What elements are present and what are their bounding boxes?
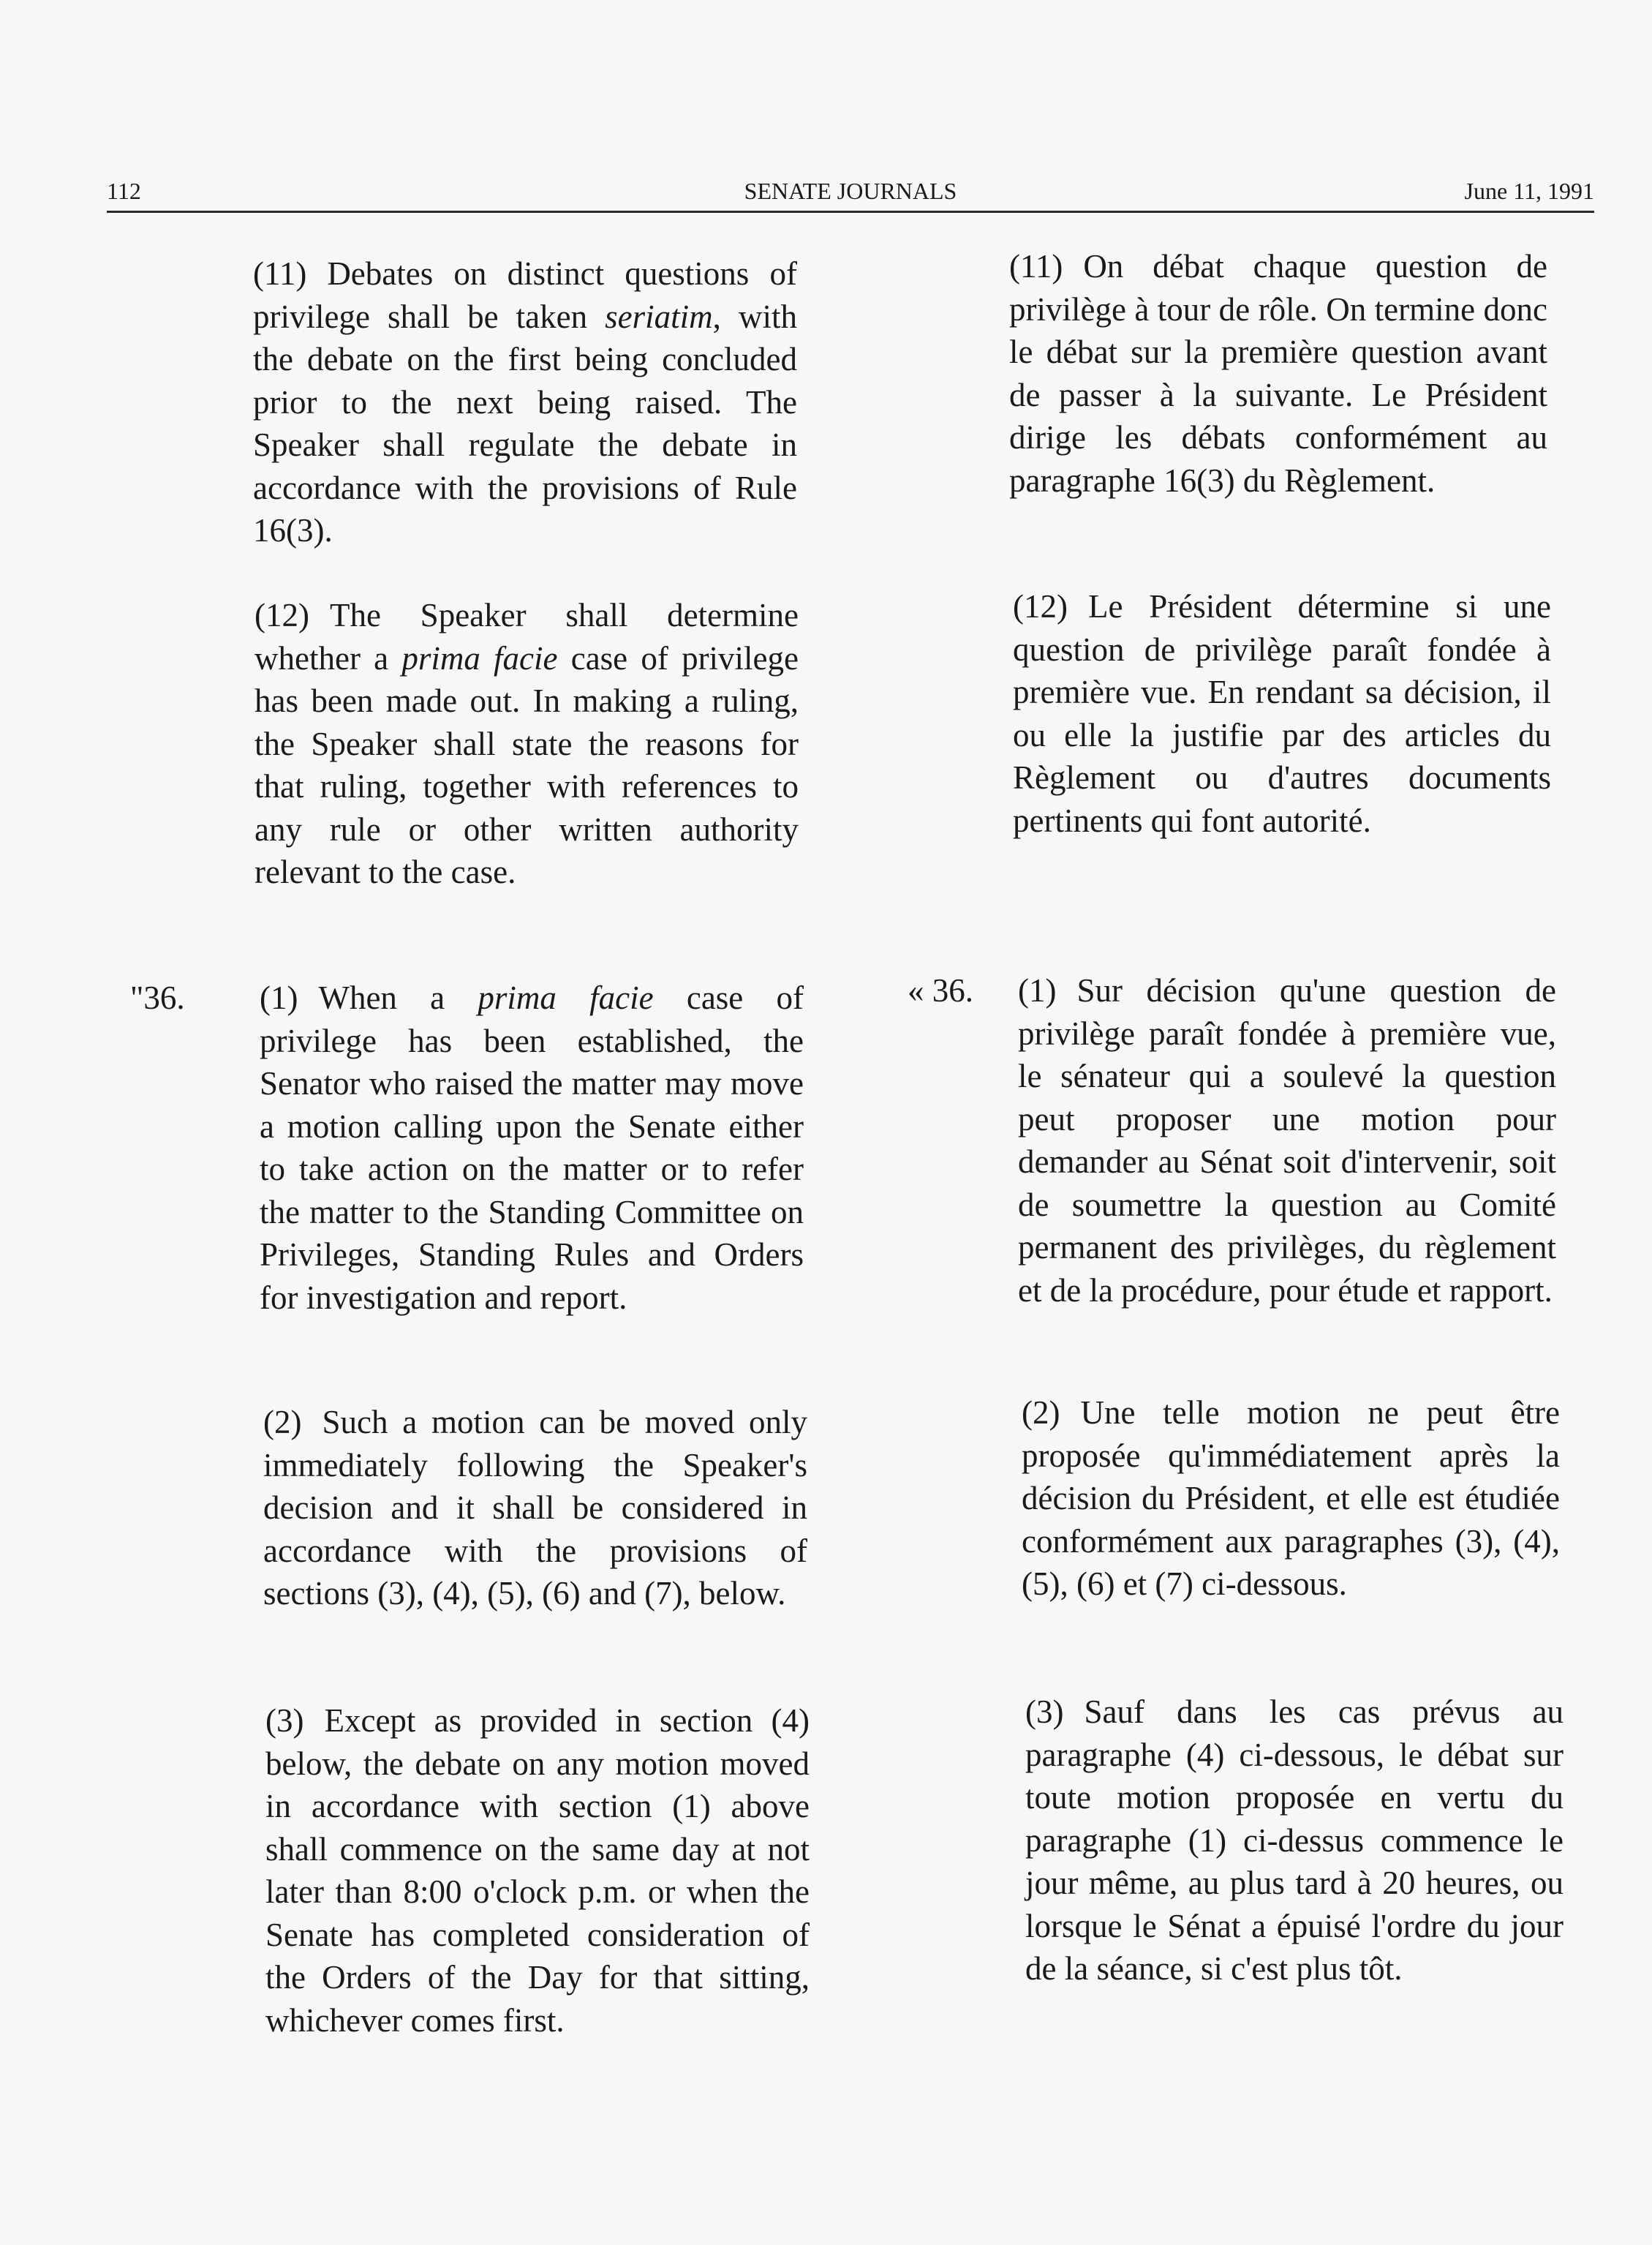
fr-section-3: (3) Sauf dans les cas prévus au paragraphe (4) ci-dessous, le débat sur toute motion proposée en vertu du paragraphe (1) ci-dessus commence le jour même, au plus tard à 20 heures, ou lorsque le Sénat a épuisé l'ordre du jour de la séance, si c'est plus tôt. <box>1025 1691 1564 1990</box>
fr-paragraph-12: (12) Le Président détermine si une question de privilège paraît fondée à première vue. En rendant sa décision, il ou elle la justifie par des articles du Règlement ou d'autres documents pertinents qui font autorité. <box>1013 585 1551 842</box>
en-section-2-number: (2) <box>263 1404 302 1440</box>
en-section-3-number: (3) <box>265 1702 304 1739</box>
en-paragraph-12: (12) The Speaker shall determine whether a prima facie case of privilege has been made out. In making a ruling, the Speaker shall state the reasons for that ruling, together with references to any rule or other written authority relevant to the case. <box>254 594 799 894</box>
fr-section-3-number: (3) <box>1025 1693 1064 1730</box>
journal-title: SENATE JOURNALS <box>744 178 957 204</box>
en-section-3: (3) Except as provided in section (4) below, the debate on any motion moved in accordance with section (1) above shall commence on the same day at not later than 8:00 o'clock p.m. or when the Senate has completed consideration of the Orders of the Day for that sitting, whichever comes first. <box>265 1699 810 2042</box>
page-number: 112 <box>107 178 141 204</box>
fr-paragraph-11: (11) On débat chaque question de privilège à tour de rôle. On termine donc le débat sur la première question avant de passer à la suivante. Le Président dirige les débats conformément au paragraphe 16(3) du Règlement. <box>1009 245 1547 502</box>
en-rule-36-number: "36. <box>130 979 185 1016</box>
fr-rule-36-number: « 36. <box>908 972 973 1009</box>
en-paragraph-11: (11) Debates on distinct questions of privilege shall be taken seriatim, with the debate on the first being concluded prior to the next being raised. The Speaker shall regulate the debate in accordance with the provisions of Rule 16(3). <box>253 252 797 552</box>
fr-section-2-number: (2) <box>1022 1394 1060 1431</box>
journal-date: June 11, 1991 <box>1464 178 1594 204</box>
en-section-1-number: (1) <box>260 979 298 1016</box>
fr-section-2: (2) Une telle motion ne peut être proposée qu'immédiatement après la décision du Président, et elle est étudiée conformément aux paragraphes (3), (4), (5), (6) et (7) ci-dessous. <box>1022 1391 1560 1606</box>
fr-paragraph-12-number: (12) <box>1013 588 1068 625</box>
en-section-1: (1) When a prima facie case of privilege has been established, the Senator who raised the matter may move a motion calling upon the Senate either to take action on the matter or to refer the matter to the Standing Committee on Privileges, Standing Rules and Orders for investigation and report. <box>260 977 804 1319</box>
en-paragraph-12-number: (12) <box>254 597 309 633</box>
en-paragraph-11-number: (11) <box>253 255 307 292</box>
fr-section-1: (1) Sur décision qu'une question de privilège paraît fondée à première vue, le sénateur qui a soulevé la question peut proposer une motion pour demander au Sénat soit d'intervenir, soit de soumettre la question au Comité permanent des privilèges, du règlement et de la procédure, pour étude et rapport. <box>1018 969 1556 1312</box>
fr-section-1-number: (1) <box>1018 972 1057 1009</box>
en-section-2: (2) Such a motion can be moved only immediately following the Speaker's decision and it shall be considered in accordance with the provisions of sections (3), (4), (5), (6) and (7), below. <box>263 1401 807 1615</box>
fr-paragraph-11-number: (11) <box>1009 248 1063 285</box>
page-header <box>107 165 1594 213</box>
